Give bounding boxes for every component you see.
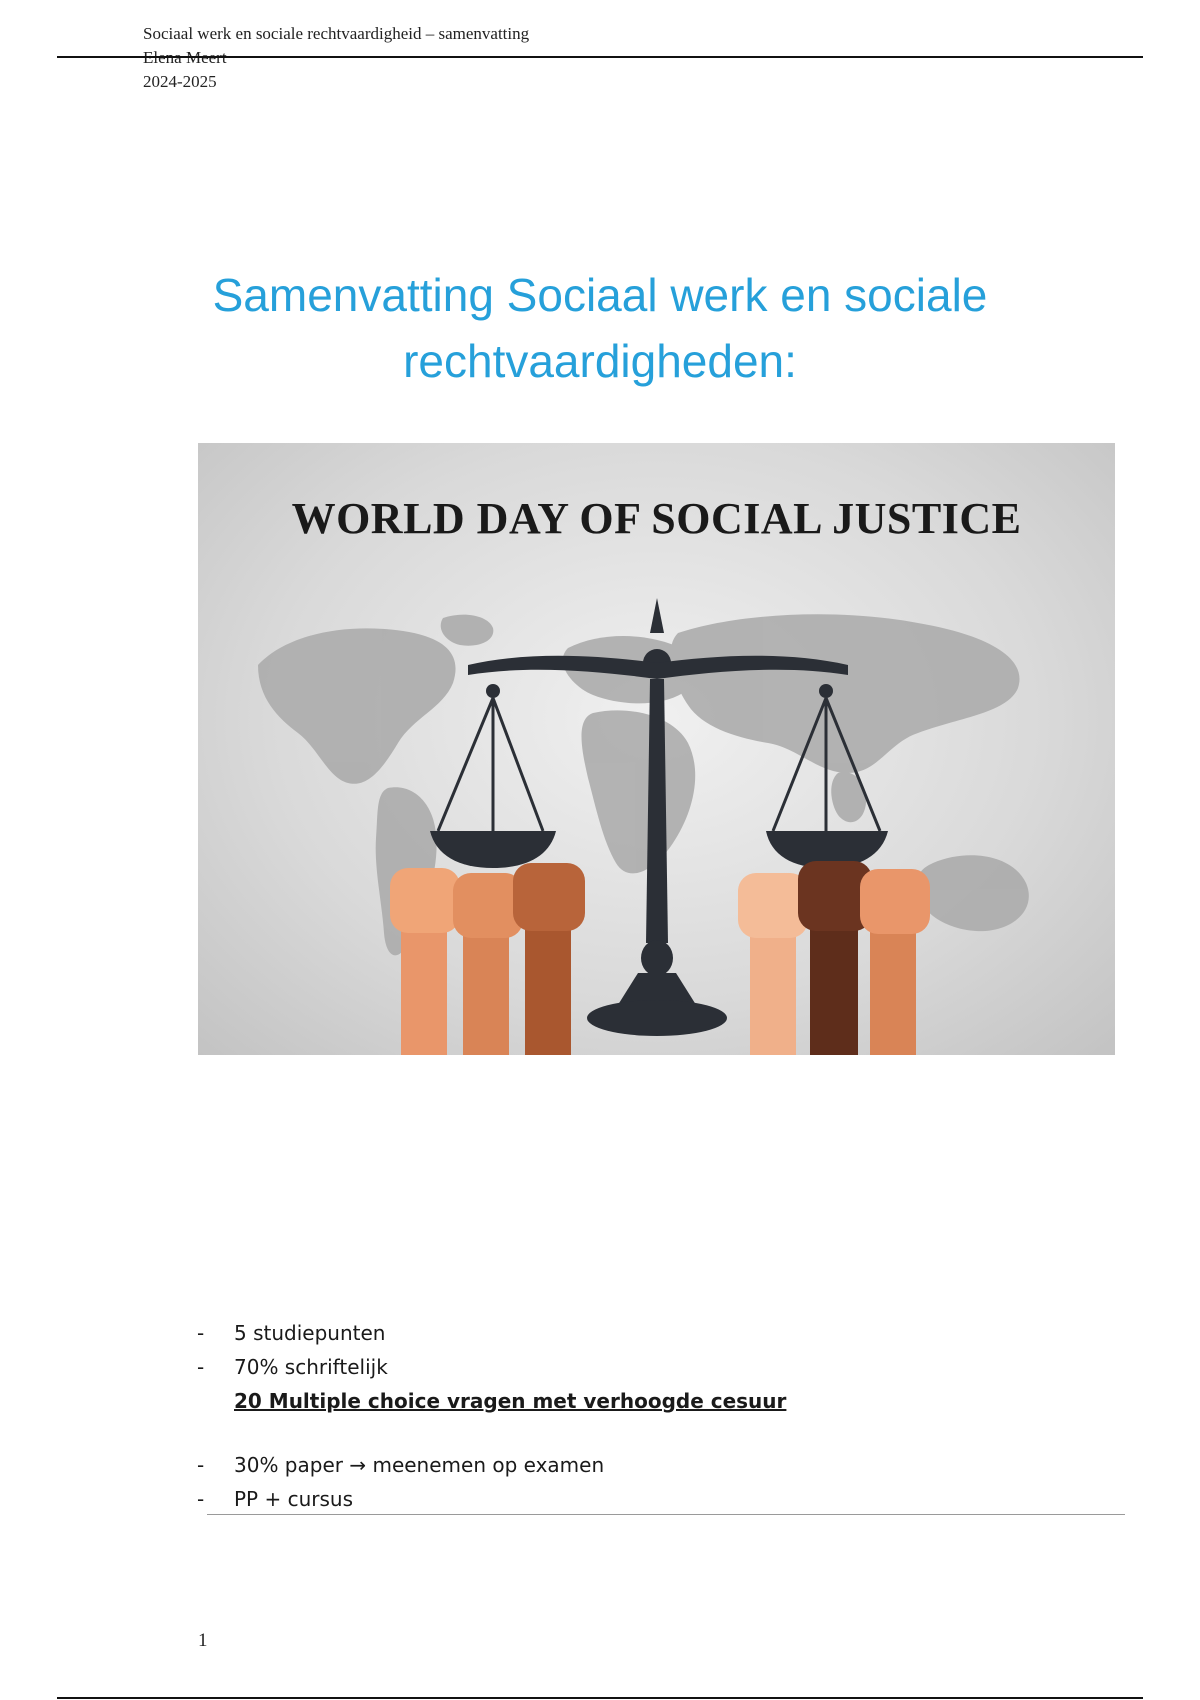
footer-rule xyxy=(57,1697,1143,1699)
header-author: Elena Meert xyxy=(143,48,227,67)
list-bullet: - xyxy=(197,1355,205,1379)
list-item-text: PP + cursus xyxy=(234,1487,354,1511)
list-item-text: 5 studiepunten xyxy=(234,1321,386,1345)
cover-image xyxy=(198,443,1115,1055)
header-course-title: Sociaal werk en sociale rechtvaardigheid – samenvatting xyxy=(143,24,530,43)
list-item-emphasis: 20 Multiple choice vragen met verhoogde cesuur xyxy=(234,1389,787,1413)
page-header xyxy=(143,22,529,94)
raised-fists-left-graphic xyxy=(390,863,585,1055)
list-item-text: 30% paper → meenemen op examen xyxy=(234,1453,605,1477)
list-divider xyxy=(207,1514,1125,1515)
list-item xyxy=(197,1448,786,1482)
title-line-1: Samenvatting Sociaal werk en sociale xyxy=(212,269,988,321)
list-bullet: - xyxy=(197,1487,205,1511)
raised-fists-right-graphic xyxy=(738,861,930,1055)
list-bullet: - xyxy=(197,1321,205,1345)
header-rule xyxy=(57,56,1143,58)
list-item xyxy=(197,1482,786,1516)
document-title xyxy=(120,262,1080,394)
cover-banner-text: WORLD DAY OF SOCIAL JUSTICE xyxy=(291,494,1022,543)
course-info-list xyxy=(197,1316,786,1516)
title-line-2: rechtvaardigheden: xyxy=(403,335,797,387)
page-number: 1 xyxy=(198,1630,208,1651)
header-academic-year: 2024-2025 xyxy=(143,72,217,91)
list-item xyxy=(197,1316,786,1350)
list-item-text: 70% schriftelijk xyxy=(234,1355,388,1379)
list-bullet: - xyxy=(197,1453,205,1477)
list-item xyxy=(197,1350,786,1418)
